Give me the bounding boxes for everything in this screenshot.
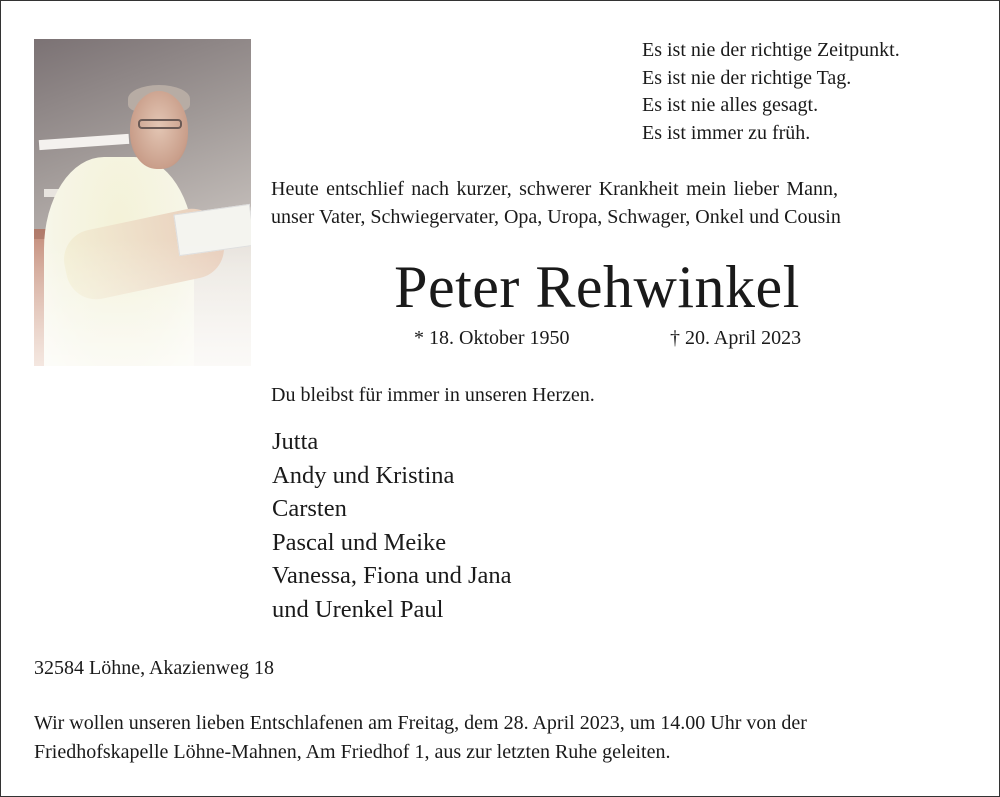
announcement-text — [271, 176, 971, 231]
mourner-name: Andy und Kristina — [272, 461, 455, 489]
memorial-quote — [642, 37, 982, 147]
funeral-service-info — [34, 709, 974, 766]
quote-line: Es ist immer zu früh. — [642, 121, 811, 144]
quote-line: Es ist nie der richtige Zeitpunkt. — [642, 39, 900, 61]
service-line: Friedhofskapelle Löhne-Mahnen, Am Friedhof 1, aus zur letzten Ruhe geleiten. — [34, 740, 671, 763]
mourner-name: Vanessa, Fiona und Jana — [272, 562, 512, 590]
portrait-photo — [34, 39, 251, 366]
death-date: † 20. April 2023 — [670, 327, 802, 349]
announcement-line: unser Vater, Schwiegervater, Opa, Uropa, Schwager, Onkel und Cousin — [271, 205, 841, 228]
motto-text: Du bleibst für immer in unseren Herzen. — [271, 384, 595, 406]
photo-glasses — [138, 119, 182, 129]
service-line: Wir wollen unseren lieben Entschlafenen am Freitag, dem 28. April 2023, um 14.00 Uhr von der — [34, 712, 807, 734]
deceased-name-block — [271, 253, 971, 321]
mourner-name: Carsten — [272, 495, 347, 523]
photo-fade — [34, 239, 251, 366]
mourner-name: Jutta — [272, 428, 319, 455]
mourners-list — [272, 425, 512, 627]
quote-line: Es ist nie der richtige Tag. — [642, 66, 852, 89]
photo-face — [130, 91, 188, 169]
mourner-name: Pascal und Meike — [272, 528, 447, 556]
family-address: 32584 Löhne, Akazienweg 18 — [34, 657, 274, 679]
birth-date: * 18. Oktober 1950 — [414, 327, 570, 349]
announcement-line: Heute entschlief nach kurzer, schwerer Krankheit mein lieber Mann, — [271, 178, 839, 200]
deceased-name: Peter Rehwinkel — [394, 254, 800, 320]
quote-line: Es ist nie alles gesagt. — [642, 94, 819, 116]
mourner-name: und Urenkel Paul — [272, 595, 444, 623]
